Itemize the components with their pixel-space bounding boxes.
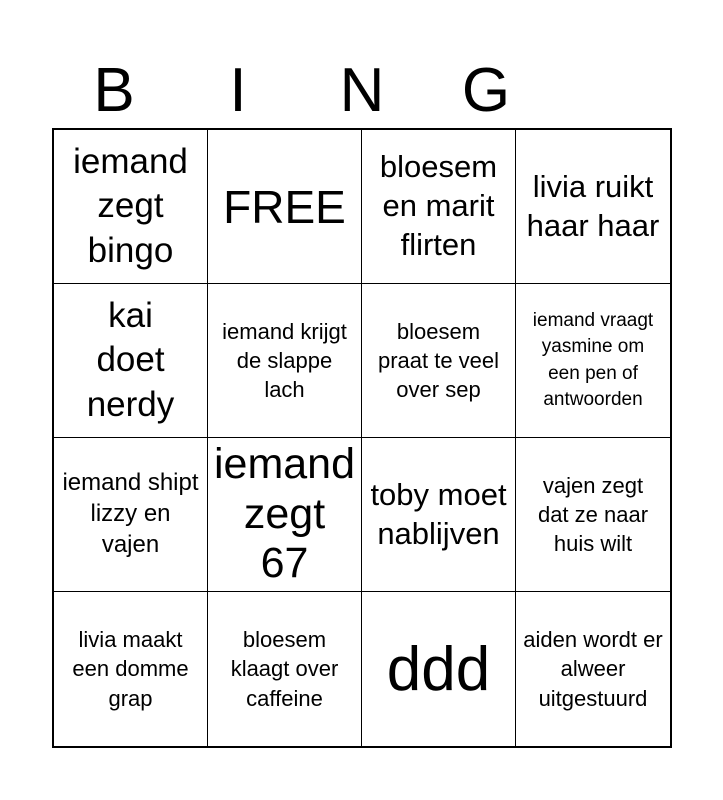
bingo-cell[interactable] bbox=[208, 592, 362, 746]
bingo-cell[interactable] bbox=[54, 438, 208, 592]
bingo-cell[interactable] bbox=[362, 284, 516, 438]
bingo-cell[interactable] bbox=[362, 130, 516, 284]
cell-text: livia ruikt haar haar bbox=[526, 168, 660, 243]
cell-text: iemand zegt bingo bbox=[73, 141, 188, 270]
cell-text: toby moet nablijven bbox=[370, 476, 507, 551]
bingo-cell[interactable] bbox=[516, 284, 670, 438]
cell-text: vajen zegt dat ze naar huis wilt bbox=[537, 472, 649, 557]
cell-text: kai doet nerdy bbox=[86, 295, 175, 424]
bingo-cell[interactable] bbox=[516, 592, 670, 746]
bingo-cell[interactable] bbox=[516, 438, 670, 592]
bingo-cell[interactable] bbox=[54, 592, 208, 746]
bingo-cell[interactable] bbox=[54, 284, 208, 438]
cell-text: livia maakt een domme grap bbox=[72, 627, 189, 711]
bingo-cell[interactable] bbox=[208, 438, 362, 592]
cell-text: bloesem praat te veel over sep bbox=[377, 318, 500, 403]
cell-text: iemand vraagt yasmine om een pen of antwoorden bbox=[532, 310, 654, 410]
cell-text: aiden wordt er alweer uitgestuurd bbox=[523, 627, 663, 711]
cell-text: iemand krijgt de slappe lach bbox=[222, 318, 347, 403]
bingo-cell[interactable] bbox=[54, 130, 208, 284]
bingo-card bbox=[52, 128, 672, 748]
bingo-cell[interactable] bbox=[208, 284, 362, 438]
cell-text: bloesem klaagt over caffeine bbox=[230, 627, 339, 711]
header-letter-b: B bbox=[93, 56, 135, 125]
header-letter-g: G bbox=[461, 56, 511, 125]
bingo-cell[interactable] bbox=[362, 592, 516, 746]
cell-text: bloesem en marit flirten bbox=[379, 149, 498, 262]
cell-text: iemand shipt lizzy en vajen bbox=[62, 469, 199, 558]
bingo-cell[interactable] bbox=[362, 438, 516, 592]
header-letter-n: N bbox=[339, 56, 385, 125]
bingo-cell-free[interactable] bbox=[208, 130, 362, 284]
cell-text: ddd bbox=[386, 634, 491, 704]
header-letter-i: I bbox=[229, 56, 247, 125]
cell-text: FREE bbox=[223, 180, 346, 233]
cell-text: iemand zegt 67 bbox=[213, 440, 356, 588]
bingo-cell[interactable] bbox=[516, 130, 670, 284]
bingo-header bbox=[52, 55, 672, 127]
